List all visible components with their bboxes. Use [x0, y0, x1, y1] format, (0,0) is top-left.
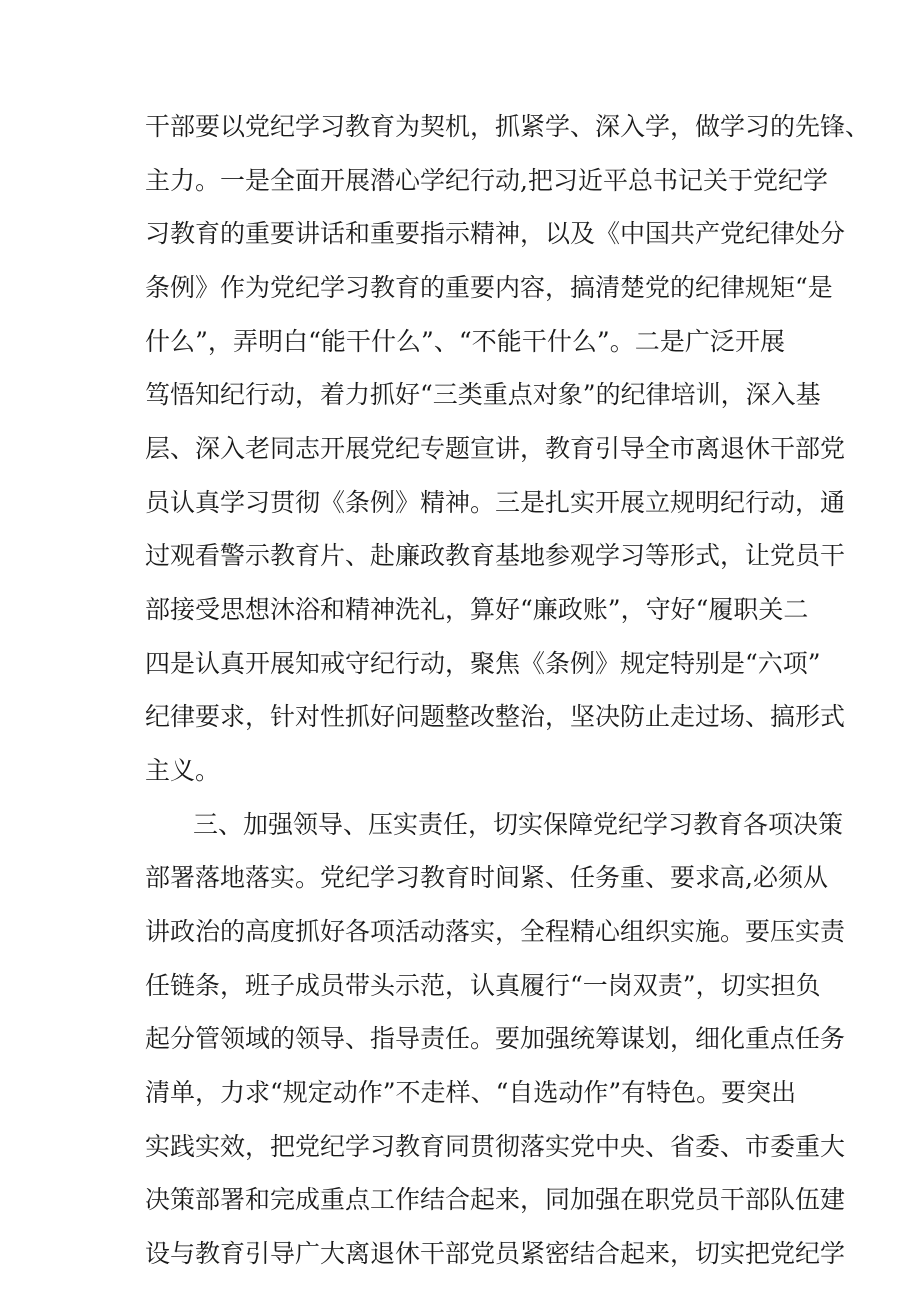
- text-line: 干部要以党纪学习教育为契机，抓紧学、深入学，做学习的先锋、: [145, 112, 871, 141]
- text-line: 笃悟知纪行动，着力抓好“三类重点对象”的纪律培训，深入基: [145, 380, 821, 409]
- text-line: 决策部署和完成重点工作结合起来，同加强在职党员干部队伍建: [145, 1185, 846, 1214]
- text-line: 纪律要求，针对性抓好问题整改整治，坚决防止走过场、搞形式: [145, 702, 846, 731]
- text-line: 层、深入老同志开展党纪专题宣讲，教育引导全市离退休干部党: [145, 434, 846, 463]
- text-line: 员认真学习贯彻《条例》精神。三是扎实开展立规明纪行动，通: [145, 488, 846, 517]
- text-line: 起分管领域的领导、指导责任。要加强统筹谋划，细化重点任务: [145, 1024, 846, 1053]
- text-line: 四是认真开展知戒守纪行动，聚焦《条例》规定特别是“六项”: [145, 649, 821, 678]
- text-line: 讲政治的高度抓好各项活动落实，全程精心组织实施。要压实责: [145, 917, 846, 946]
- text-line: 清单，力求“规定动作”不走样、“自选动作”有特色。要突出: [145, 1078, 797, 1107]
- text-line: 部接受思想沐浴和精神洗礼，算好“廉政账”，守好“履职关二: [145, 595, 809, 624]
- text-line: 条例》作为党纪学习教育的重要内容，搞清楚党的纪律规矩“是: [145, 273, 833, 302]
- text-line: 过观看警示教育片、赴廉政教育基地参观学习等形式，让党员干: [145, 541, 846, 570]
- text-line: 主力。一是全面开展潜心学纪行动,把习近平总书记关于党纪学: [145, 166, 828, 195]
- text-line: 什么”，弄明白“能干什么”、“不能干什么”。二是广泛开展: [145, 327, 785, 356]
- text-line: 实践实效，把党纪学习教育同贯彻落实党中央、省委、市委重大: [145, 1132, 846, 1161]
- text-line: 任链条，班子成员带头示范，认真履行“一岗双责”，切实担负: [145, 971, 821, 1000]
- text-line: 设与教育引导广大离退休干部党员紧密结合起来，切实把党纪学: [145, 1239, 846, 1268]
- text-line: 部署落地落实。党纪学习教育时间紧、任务重、要求高,必须从: [145, 863, 828, 892]
- text-line: 主义。: [145, 756, 221, 785]
- text-line: 习教育的重要讲话和重要指示精神，以及《中国共产党纪律处分: [145, 219, 846, 248]
- section-heading-line: 三、加强领导、压实责任，切实保障党纪学习教育各项决策: [193, 810, 844, 839]
